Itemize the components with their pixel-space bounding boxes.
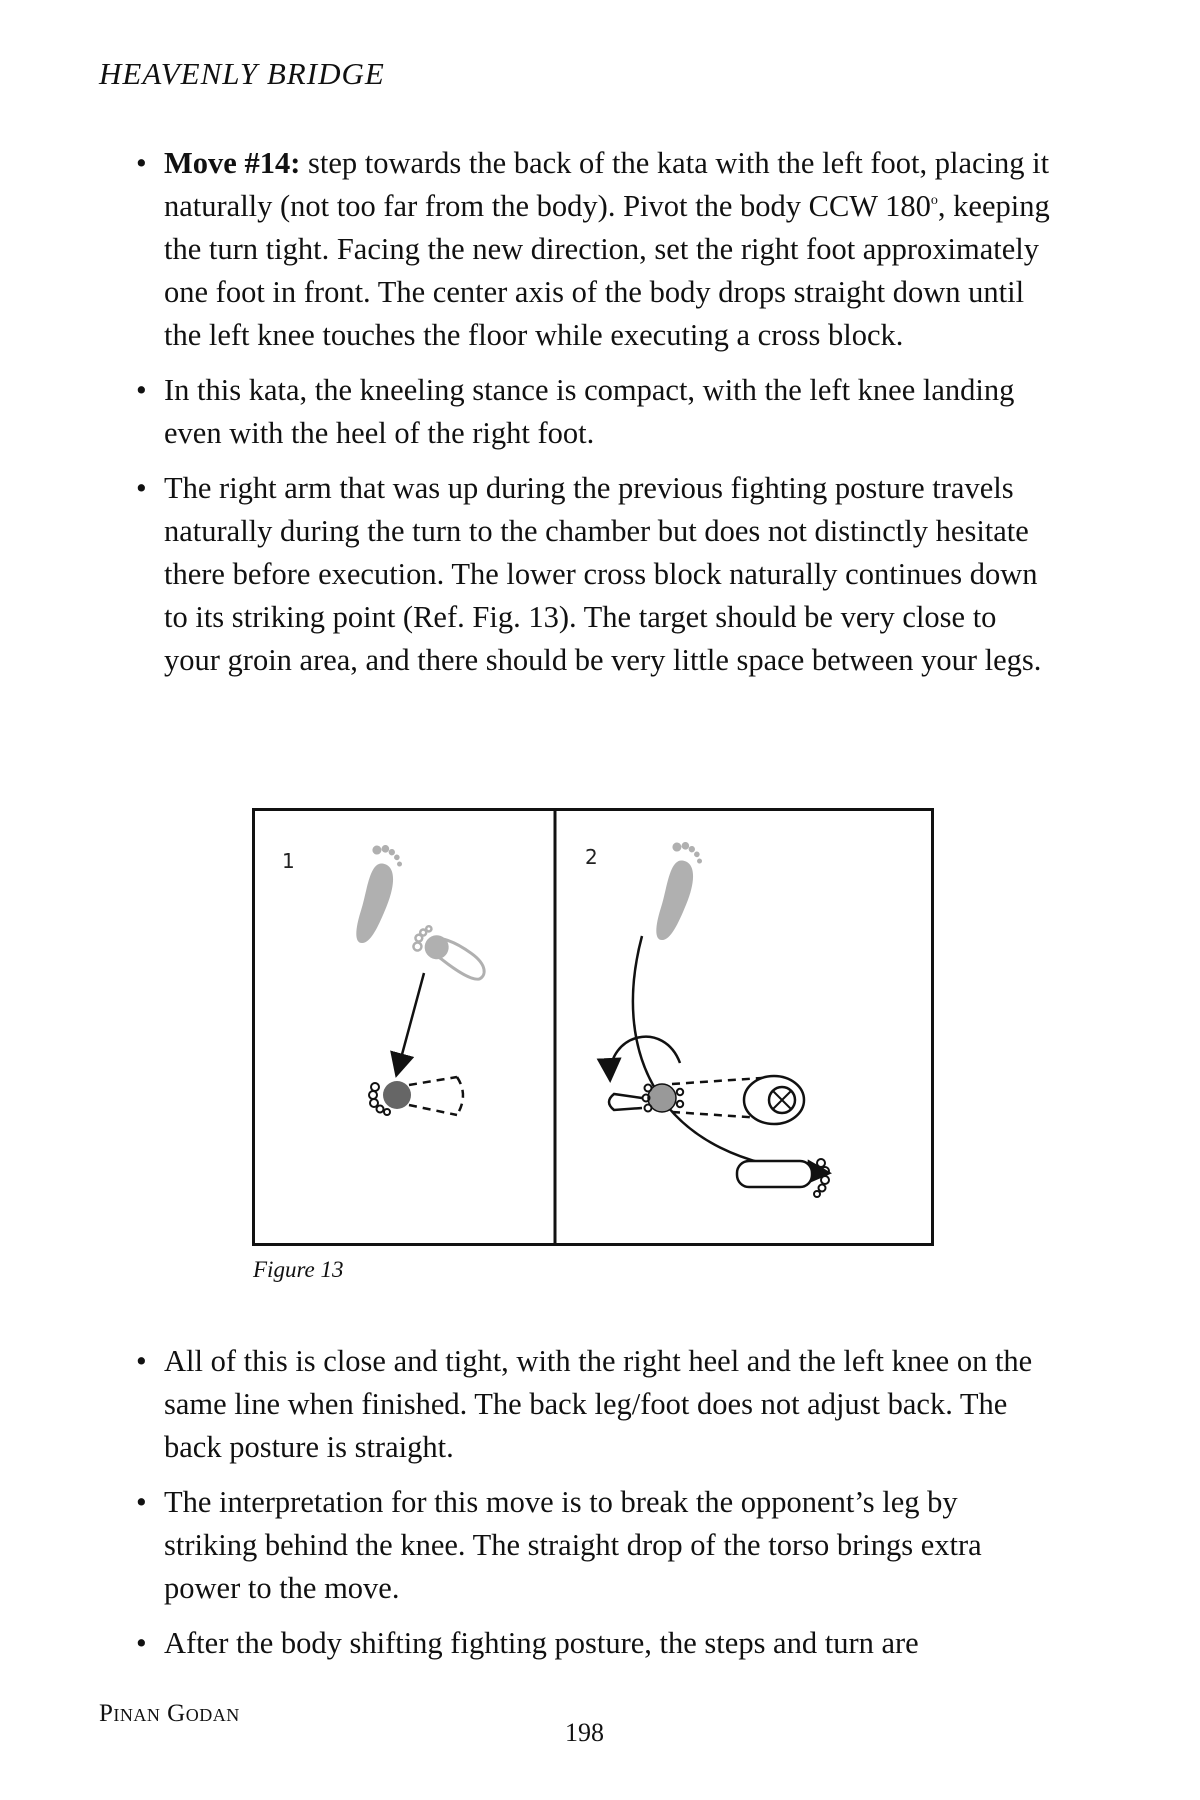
footer-book-title: Pinan Godan [99,1700,240,1727]
bullet-dot: • [136,1626,147,1660]
bullet-dot: • [136,373,147,407]
bullet-dot: • [136,471,147,505]
panel-label-2: 2 [585,845,598,869]
list-item [136,142,1056,357]
paragraph-text: , keeping the turn tight. Facing the new direction, set the right foot approximately one foot in front. The center axis of the body drops straight down until the left knee touches the floor while executing a cross block. [164,189,1050,352]
bullet-dot: • [136,1344,147,1378]
list-item [136,369,1056,455]
bullet-list-bottom [136,1340,1056,1677]
bullet-list-top [136,142,1056,694]
knee-marker-icon [744,1076,804,1124]
degree-superscript: o [930,193,938,208]
running-head: HEAVENLY BRIDGE [99,56,385,91]
bullet-dot: • [136,1485,147,1519]
paragraph-text: All of this is close and tight, with the right heel and the left knee on the same line when finished. The back leg/foot does not adjust back. The back posture is straight. [164,1344,1033,1464]
list-item [136,1622,1056,1665]
paragraph-text: In this kata, the kneeling stance is compact, with the left knee landing even with the heel of the right foot. [164,373,1015,450]
figure-caption: Figure 13 [253,1257,344,1282]
figure-13-diagram [252,808,934,1246]
page-number: 198 [565,1718,604,1747]
panel-label-1: 1 [282,849,295,873]
list-item [136,1481,1056,1610]
list-item [136,1340,1056,1469]
paragraph-text: The right arm that was up during the previous fighting posture travels naturally during the turn to the chamber but does not distinctly hesitate there before execution. The lower cross block naturally continues down to its striking point (Ref. Fig. 13). The target should be very close to your groin area, and there should be very little space between your legs. [164,471,1042,677]
figure-border [254,810,933,1245]
move-label: Move #14: [164,146,301,180]
paragraph-text: The interpretation for this move is to break the opponent’s leg by striking behind the knee. The straight drop of the torso brings extra power to the move. [164,1485,982,1605]
bullet-dot: • [136,146,147,180]
paragraph-text: step towards the back of the kata with the left foot, placing it naturally (not too far from the body). Pivot the body CCW 180 [164,146,1050,223]
list-item [136,467,1056,682]
paragraph-text: After the body shifting fighting posture, the steps and turn are [164,1626,919,1660]
